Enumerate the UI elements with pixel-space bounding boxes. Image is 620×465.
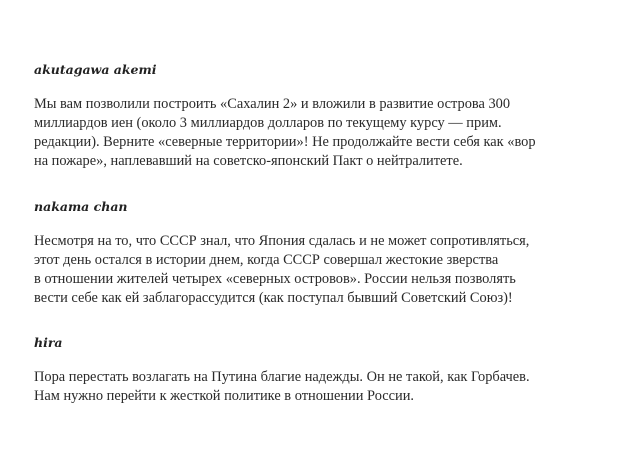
comment-line: Мы вам позволили построить «Сахалин 2» и вложили в развитие острова 300 — [34, 96, 511, 112]
comment-line: этот день остался в истории днем, когда СССР совершал жестокие зверства — [34, 252, 499, 268]
comment-line: редакции). Верните «северные территории»! Не продолжайте вести себя как «вор — [34, 134, 536, 150]
comment-author: hira — [34, 335, 63, 350]
comment — [34, 62, 599, 171]
comment-author: akutagawa akemi — [34, 62, 157, 77]
comment-line: вести себе как ей заблагорассудится (как поступал бывший Советский Союз)! — [34, 290, 513, 306]
comment-line: Несмотря на то, что СССР знал, что Япония сдалась и не может сопротивляться, — [34, 233, 530, 249]
comment-line: Нам нужно перейти к жесткой политике в отношении России. — [34, 388, 415, 404]
comment-text — [34, 232, 599, 308]
comment-line: на пожаре», наплевавший на советско-японский Пакт о нейтралитете. — [34, 153, 463, 169]
comment-text — [34, 368, 599, 406]
comment-text — [34, 95, 599, 171]
comment — [34, 335, 599, 406]
comment-line: Пора перестать возлагать на Путина благие надежды. Он не такой, как Горбачев. — [34, 369, 530, 385]
comment-author: nakama chan — [34, 199, 128, 214]
comment — [34, 199, 599, 308]
comment-line: в отношении жителей четырех «северных островов». России нельзя позволять — [34, 271, 516, 287]
comment-line: миллиардов иен (около 3 миллиардов долларов по текущему курсу — прим. — [34, 115, 502, 131]
